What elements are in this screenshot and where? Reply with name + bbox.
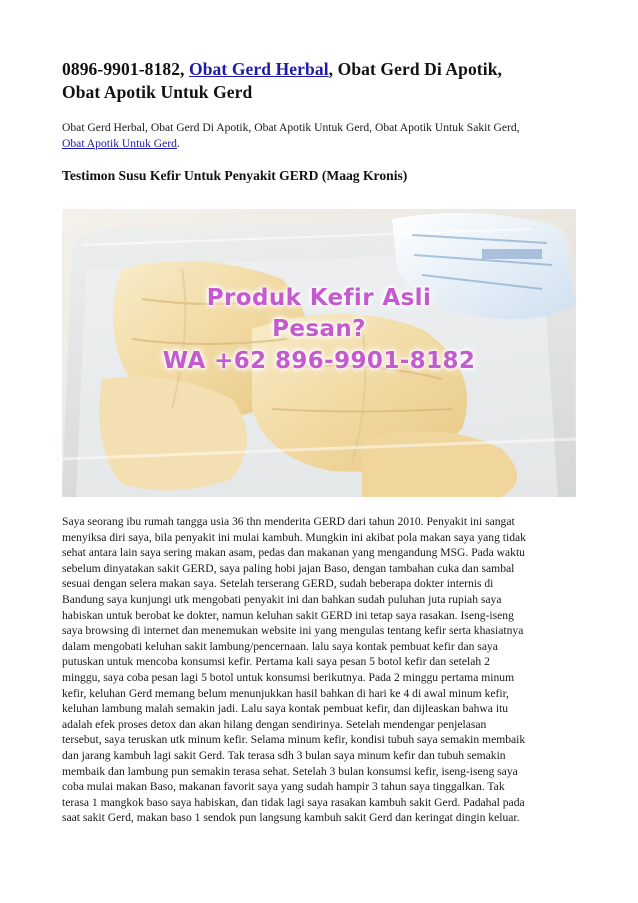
body-line: keluhan lambung malah semakin jadi. Lalu saya kontak pembuat kefir, dan dijleaskan bahwa itu bbox=[62, 702, 509, 716]
body-line: tersebut, saya teruskan utk minum kefir. Selama minum kefir, kondisi tubuh saya semakin membaik bbox=[62, 733, 526, 747]
testimonial-body bbox=[62, 514, 576, 826]
overlay-line-produk: Produk Kefir Asli bbox=[206, 285, 432, 311]
keywords-trail: . bbox=[176, 136, 180, 150]
keywords-paragraph bbox=[62, 120, 576, 151]
section-heading: Testimon Susu Kefir Untuk Penyakit GERD (Maag Kronis) bbox=[62, 168, 408, 183]
body-line: sehat antara lain saya sering makan asam, pedas dan makanan yang mengandung MSG. Pada waktu bbox=[62, 546, 525, 560]
body-line: Bandung saya kunjungi utk mengobati penyakit ini dan bahkan sudah puluhan juta rupiah saya bbox=[62, 592, 502, 606]
page-title bbox=[62, 58, 576, 104]
body-line: Saya seorang ibu rumah tangga usia 36 thn menderita GERD dari tahun 2010. Penyakit ini sangat bbox=[62, 515, 515, 528]
body-line: sebelum dinyatakan sakit GERD, saya paling hobi jajan Baso, dengan tambahan cuka dan sambal bbox=[62, 561, 515, 575]
body-line: membaik dan lambung pun semakin terasa sehat. Setelah 3 bulan konsumsi kefir, iseng-iseng saya bbox=[62, 764, 518, 778]
body-line: habiskan untuk berobat ke dokter, namun keluhan sakit GERD ini tetap saya rasakan. Iseng-iseng bbox=[62, 608, 514, 622]
body-line: saat sakit Gerd, makan baso 1 sendok pun langsung kambuh sakit Gerd dan keringat dingin keluar. bbox=[62, 811, 520, 825]
product-photo bbox=[62, 209, 576, 497]
body-line: coba mulai makan Baso, makanan favorit saya yang sudah hampir 3 tahun saya tinggalkan. Tak bbox=[62, 780, 505, 794]
overlay-line-whatsapp: WA +62 896-9901-8182 bbox=[162, 348, 476, 374]
body-line: dan jarang kambuh lagi sakit Gerd. Tak terasa sdh 3 bulan saya minum kefir dan tubuh semakin bbox=[62, 748, 506, 762]
body-line: sesuai dengan selera makan saya. Setelah terserang GERD, sudah beberapa dokter internis di bbox=[62, 577, 494, 591]
body-line: adalah efek proses detox dan akan hilang dengan sendirinya. Setelah mendengar penjelasan bbox=[62, 717, 487, 731]
body-line: menyiksa diri saya, bila penyakit ini mulai kambuh. Mungkin ini akibat pola makan saya yang tidak bbox=[62, 530, 526, 544]
keywords-text: Obat Gerd Herbal, Obat Gerd Di Apotik, Obat Apotik Untuk Gerd, Obat Apotik Untuk Sakit Gerd, bbox=[62, 121, 520, 134]
body-line: minggu, saya coba pesan lagi 5 botol untuk konsumsi berikutnya. Pada 2 minggu pertama minum bbox=[62, 670, 515, 684]
body-line: kefir, keluhan Gerd memang belum menunjukkan hasil bahkan di hari ke 4 di awal minum kefir, bbox=[62, 686, 509, 700]
document-page bbox=[62, 58, 576, 185]
body-line: saya browsing di internet dan menemukan website ini yang mengulas tentang kefir serta khasiatnya bbox=[62, 624, 524, 638]
photo-text-overlay bbox=[62, 209, 576, 497]
overlay-line-pesan: Pesan? bbox=[272, 316, 366, 342]
body-line: putuskan untuk mencoba konsumsi kefir. Pertama kali saya pesan 5 botol kefir dan setelah 2 bbox=[62, 655, 490, 669]
title-rest: , Obat Gerd Di Apotik, bbox=[328, 59, 503, 79]
body-line: terasa 1 mangkok baso saya habiskan, dan tidak lagi saya rasakan kambuh sakit Gerd. Padahal pada bbox=[62, 795, 525, 809]
title-line-2: Obat Apotik Untuk Gerd bbox=[62, 82, 253, 102]
title-link-obat-gerd-herbal[interactable]: Obat Gerd Herbal bbox=[189, 59, 329, 79]
body-line: dalam mengobati keluhan sakit lambung/pencernaan. lalu saya kontak pembuat kefir dan saya bbox=[62, 639, 498, 653]
keyword-link-obat-apotik-untuk-gerd[interactable]: Obat Apotik Untuk Gerd bbox=[62, 136, 177, 150]
title-phone: 0896-9901-8182, bbox=[62, 59, 190, 79]
